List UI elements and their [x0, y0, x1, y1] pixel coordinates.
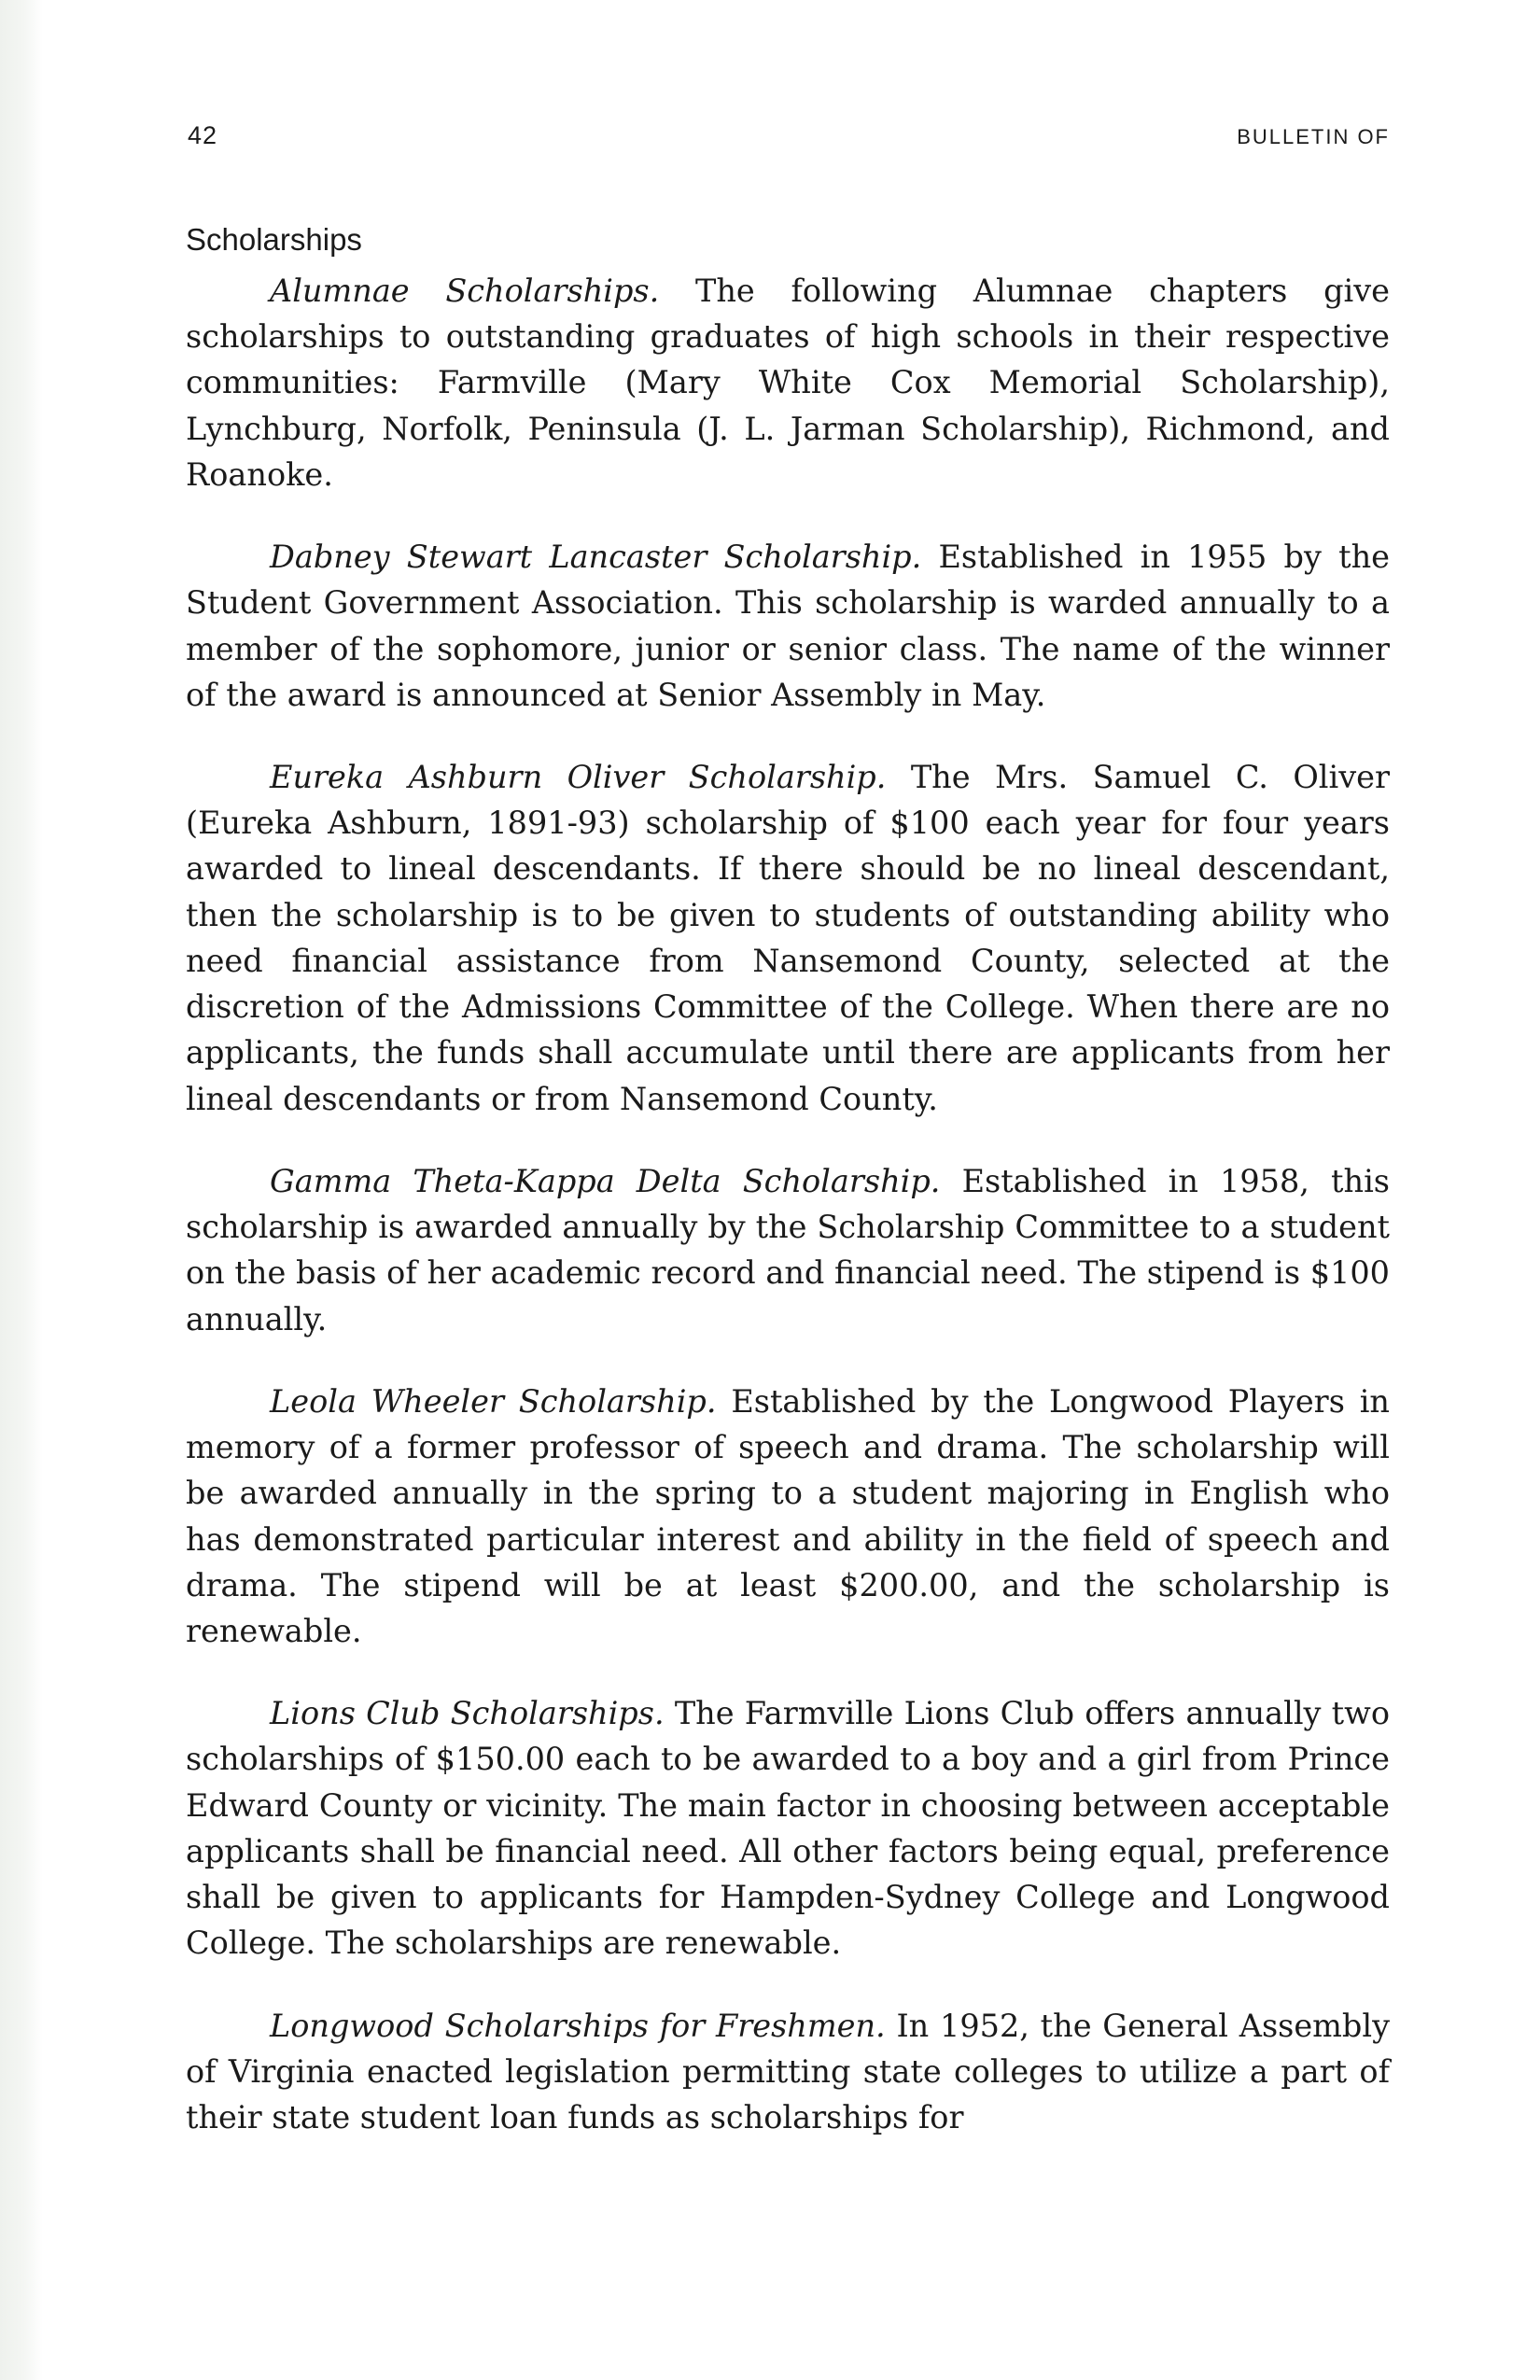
entry-title: Dabney Stewart Lancaster Scholarship.: [270, 539, 922, 576]
entry-title: Longwood Scholarships for Freshmen.: [270, 2007, 886, 2044]
entry-title: Eureka Ashburn Oliver Scholarship.: [270, 759, 887, 795]
scholarship-entry-oliver: [186, 754, 1390, 1122]
page-number: 42: [188, 121, 218, 149]
entry-text: The Farmville Lions Club offers annually two scholarships of $150.00 each to be awarded to a boy and a girl from Prince Edward County or vicinity. The main factor in choosing between acceptable applicants shall be financial need. All other factors being equal, preference shall be given to applicants for Hampden-Sydney College and Longwood College. The scholarships are renewable.: [186, 1695, 1390, 1962]
scan-edge-shadow: [0, 0, 43, 2380]
scholarship-entry-wheeler: [186, 1379, 1390, 1654]
entry-text: The following Alumnae chapters give scholarships to outstanding graduates of high schools in their respective communities: Farmville (Mary White Cox Memorial Scholarship), Lynchburg, Norfolk, Peninsula (J. L. Jarman Scholarship), Richmond, and Roanoke.: [186, 272, 1390, 493]
scholarship-entry-lancaster: [186, 534, 1390, 718]
entry-text: Established by the Longwood Players in memory of a former professor of speech and drama. The scholarship will be awarded annually in the spring to a student majoring in English who has demonstrated particular interest and ability in the field of speech and drama. The stipend will be at least $200.00, and the scholarship is renewable.: [186, 1382, 1390, 1649]
entry-title: Alumnae Scholarships.: [270, 272, 660, 309]
entry-text: In 1952, the General Assembly of Virginia enacted legislation permitting state colleges to utilize a part of their state student loan funds as scholarships for: [186, 2007, 1390, 2136]
entry-title: Leola Wheeler Scholarship.: [270, 1382, 717, 1420]
running-head: [186, 121, 1390, 177]
scholarship-entry-lions-club: [186, 1690, 1390, 1966]
bulletin-page: [186, 121, 1390, 2361]
entry-text: Established in 1958, this scholarship is awarded annually by the Scholarship Committee to a student on the basis of her academic record and financial need. The stipend is $100 annually.: [186, 1162, 1391, 1337]
entry-text: Established in 1955 by the Student Government Association. This scholarship is warded annually to a member of the sophomore, junior or senior class. The name of the winner of the award is announced at Senior Assembly in May.: [186, 539, 1390, 713]
running-head-title: BULLETIN OF: [1237, 125, 1390, 148]
scholarship-entry-longwood-freshmen: [186, 2003, 1390, 2141]
entry-text: The Mrs. Samuel C. Oliver (Eureka Ashburn, 1891-93) scholarship of $100 each year for four years awarded to lineal descendants. If there should be no lineal descendant, then the scholarship is to be given to students of outstanding ability who need financial assistance from Nansemond County, selected at the discretion of the Admissions Committee of the College. When there are no applicants, the funds shall accumulate until there are applicants from her lineal descendants or from Nansemond County.: [186, 759, 1390, 1117]
entry-title: Gamma Theta-Kappa Delta Scholarship.: [270, 1162, 941, 1199]
scholarship-entry-alumnae: [186, 268, 1390, 497]
scholarship-entry-gamma-theta: [186, 1158, 1390, 1342]
section-heading: Scholarships: [186, 222, 362, 257]
entry-title: Lions Club Scholarships.: [270, 1695, 665, 1732]
